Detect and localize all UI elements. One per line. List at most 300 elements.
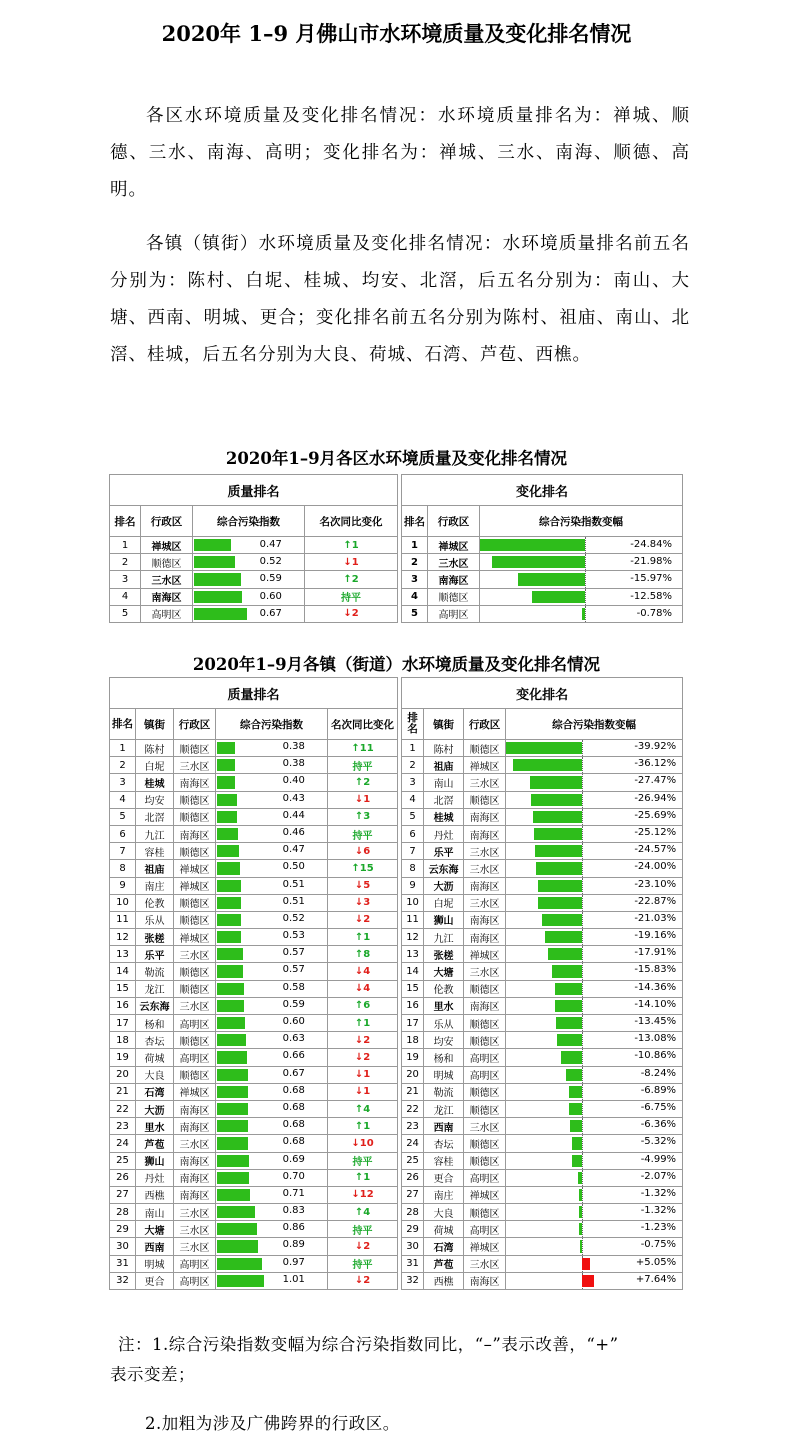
table2-change-value: -22.87% <box>634 895 677 907</box>
table2-rank: 14 <box>110 963 136 980</box>
table2-index-bar-fill <box>217 1223 257 1235</box>
table2-row <box>110 1032 683 1049</box>
table2-change-town: 大良 <box>424 1204 464 1221</box>
table2-change-town: 明城 <box>424 1066 464 1083</box>
table2-district: 高明区 <box>174 1272 216 1289</box>
table2-change-bar-axis <box>582 1049 583 1065</box>
table2-change-bar <box>506 1238 683 1255</box>
table2-index-value: 0.70 <box>282 1170 305 1182</box>
table2-change-town: 荷城 <box>424 1221 464 1238</box>
table2-change-rank: 24 <box>402 1135 424 1152</box>
table2-change-bar-fill <box>538 897 581 909</box>
table2-rank: 1 <box>110 740 136 757</box>
table1-change-value: -15.97% <box>630 573 673 585</box>
table2-change-bar-fill <box>578 1172 582 1184</box>
table2-change-bar-axis <box>582 912 583 928</box>
table2-district: 禅城区 <box>174 877 216 894</box>
table1-header-change-pct: 综合污染指数变幅 <box>480 506 683 537</box>
table2-row <box>110 843 683 860</box>
table2-index-bar-fill <box>217 914 241 926</box>
table2-index-value: 0.63 <box>282 1033 305 1045</box>
table2-change-bar <box>506 1049 683 1066</box>
table2-town: 九江 <box>136 825 174 842</box>
table2-index-bar-fill <box>217 776 235 788</box>
table2-change-bar-fill <box>569 1103 582 1115</box>
table1-district: 三水区 <box>141 571 193 588</box>
table2-index-bar-fill <box>217 794 237 806</box>
table2-rank: 3 <box>110 774 136 791</box>
table2-index-bar <box>216 1118 328 1135</box>
table2-district: 南海区 <box>174 1169 216 1186</box>
table2-rank: 8 <box>110 860 136 877</box>
table1-index-bar <box>193 571 305 588</box>
table1-change-rank: 3 <box>402 571 428 588</box>
table1-row <box>110 571 683 588</box>
table2-index-bar <box>216 1272 328 1289</box>
table2-index-value: 0.69 <box>282 1153 305 1165</box>
table2-change-district: 三水区 <box>464 843 506 860</box>
table2-change-town: 丹灶 <box>424 825 464 842</box>
table2-index-bar-fill <box>217 965 243 977</box>
table2-town: 白坭 <box>136 757 174 774</box>
table2-change-bar-fill <box>536 862 582 874</box>
table1-index-value: 0.60 <box>259 590 282 602</box>
table2-index-value: 0.68 <box>282 1101 305 1113</box>
note-1-line-1: 注：1.综合污染指数变幅为综合污染指数同比，“–”表示改善，“+” <box>118 1335 619 1354</box>
table2-change-town: 龙江 <box>424 1100 464 1117</box>
table1-index-value: 0.52 <box>259 556 282 568</box>
table1-district: 顺德区 <box>141 554 193 571</box>
table1-change-rank: 2 <box>402 554 428 571</box>
table2-town: 大良 <box>136 1066 174 1083</box>
table2-rank-change: ↑1 <box>328 1118 398 1135</box>
table2-district: 顺德区 <box>174 843 216 860</box>
table2-rank-change: ↑15 <box>328 860 398 877</box>
table2-change-bar-axis <box>582 774 583 790</box>
table1-change-bar-axis <box>585 606 586 622</box>
table1-change-bar <box>480 605 683 622</box>
table2-index-bar <box>216 1221 328 1238</box>
table2-index-bar-fill <box>217 1258 262 1270</box>
table2-change-rank: 7 <box>402 843 424 860</box>
table2-change-value: -23.10% <box>634 878 677 890</box>
table2-change-bar <box>506 1118 683 1135</box>
table1-change-bar <box>480 571 683 588</box>
table2-index-value: 0.60 <box>282 1016 305 1027</box>
table2-change-district: 顺德区 <box>464 1083 506 1100</box>
table2-index-bar-fill <box>217 828 238 840</box>
table2-rank: 11 <box>110 911 136 928</box>
table2-index-bar-fill <box>217 1051 247 1063</box>
table2-rank: 31 <box>110 1255 136 1272</box>
table2-rank-change: 持平 <box>328 757 398 774</box>
table2-change-bar <box>506 980 683 997</box>
table2-index-bar <box>216 911 328 928</box>
table2-change-district: 三水区 <box>464 1118 506 1135</box>
table2-change-rank: 18 <box>402 1032 424 1049</box>
table2-index-value: 0.51 <box>282 878 305 890</box>
table1-change-value: -24.84% <box>630 539 673 550</box>
table2-index-value: 0.46 <box>282 826 305 838</box>
table1-change-value: -0.78% <box>636 607 673 619</box>
table2-change-bar-axis <box>582 963 583 979</box>
table2-rank-change: 持平 <box>328 825 398 842</box>
table2-town: 南山 <box>136 1204 174 1221</box>
table2-town: 更合 <box>136 1272 174 1289</box>
table2-row <box>110 774 683 791</box>
table2-change-rank: 5 <box>402 808 424 825</box>
table2-index-bar-fill <box>217 759 235 771</box>
table2-change-value: -21.03% <box>634 912 677 924</box>
table2-change-district: 南海区 <box>464 929 506 946</box>
document-title: 2020年 1–9 月佛山市水环境质量及变化排名情况 <box>161 21 632 46</box>
table2-change-town: 狮山 <box>424 911 464 928</box>
table2-header-town: 镇街 <box>136 709 174 740</box>
table2-change-bar <box>506 1015 683 1032</box>
table1-rank: 1 <box>110 537 141 554</box>
table2-change-district: 禅城区 <box>464 1186 506 1203</box>
table2-change-value: -6.89% <box>640 1084 677 1096</box>
table2-rank-change: ↓6 <box>328 843 398 860</box>
table2-index-value: 0.40 <box>282 775 305 787</box>
table1-change-bar-axis <box>585 589 586 605</box>
table2-change-bar <box>506 929 683 946</box>
table2-index-bar <box>216 980 328 997</box>
table2-change-bar-axis <box>582 860 583 876</box>
table1-change-rank: 4 <box>402 588 428 605</box>
table2-change-value: -5.32% <box>640 1136 677 1148</box>
table2-change-town: 西樵 <box>424 1272 464 1289</box>
table1-index-bar-fill <box>194 591 242 603</box>
table2-index-value: 1.01 <box>282 1273 305 1285</box>
table2-change-rank: 14 <box>402 963 424 980</box>
table2-district: 三水区 <box>174 1238 216 1255</box>
table2-rank-change: ↓4 <box>328 980 398 997</box>
table2-change-bar-axis <box>582 792 583 808</box>
table2-change-rank: 8 <box>402 860 424 877</box>
table2-index-value: 0.66 <box>282 1050 305 1062</box>
table2-header-change-rank: 排名 <box>402 709 424 740</box>
table2-row <box>110 980 683 997</box>
table2-index-bar-fill <box>217 862 240 874</box>
table1-change-district: 三水区 <box>428 554 480 571</box>
table2-change-town: 杨和 <box>424 1049 464 1066</box>
table2-change-bar <box>506 1152 683 1169</box>
table2-rank: 17 <box>110 1015 136 1032</box>
table2-change-bar <box>506 997 683 1014</box>
table2-change-bar-axis <box>582 1238 583 1254</box>
table2-index-bar <box>216 825 328 842</box>
table2-change-bar-fill <box>557 1034 582 1046</box>
table2-change-district: 三水区 <box>464 963 506 980</box>
table2-change-rank: 9 <box>402 877 424 894</box>
table1-district: 禅城区 <box>141 537 193 554</box>
table2-change-rank: 17 <box>402 1015 424 1032</box>
table1-change-value: -12.58% <box>630 590 673 602</box>
table1-header-rank-change: 名次同比变化 <box>305 506 398 537</box>
table2-index-value: 0.52 <box>282 912 305 924</box>
table2-change-bar <box>506 757 683 774</box>
table2-index-value: 0.86 <box>282 1222 305 1234</box>
table2-district: 南海区 <box>174 774 216 791</box>
paragraph-district-summary: 各区水环境质量及变化排名情况：水环境质量排名为：禅城、顺德、三水、南海、高明；变化排名为：禅城、三水、南海、顺德、高明。 <box>110 106 690 200</box>
table2-change-bar <box>506 1066 683 1083</box>
table2-rank-change: ↑1 <box>328 929 398 946</box>
table2-index-bar-fill <box>217 1069 248 1081</box>
table2-index-bar-fill <box>217 1120 248 1132</box>
table2-district: 顺德区 <box>174 1032 216 1049</box>
table2-change-district: 顺德区 <box>464 740 506 757</box>
table2-change-value: -1.32% <box>640 1205 677 1217</box>
table2-rank: 9 <box>110 877 136 894</box>
table2-district: 顺德区 <box>174 1066 216 1083</box>
table1-change-bar <box>480 588 683 605</box>
table2-change-bar <box>506 740 683 757</box>
table2-change-bar-fill <box>555 1000 582 1012</box>
table1-header-change-district: 行政区 <box>428 506 480 537</box>
table1-change-bar-fill <box>518 573 586 585</box>
table2-rank-change: ↓10 <box>328 1135 398 1152</box>
table2-index-value: 0.71 <box>282 1187 305 1199</box>
table2-town: 大沥 <box>136 1100 174 1117</box>
table2-town: 龙江 <box>136 980 174 997</box>
table2-index-value: 0.67 <box>282 1067 305 1079</box>
table2-change-bar-fill <box>545 931 581 943</box>
table2-rank-change: ↓2 <box>328 911 398 928</box>
table2-change-value: -27.47% <box>634 775 677 787</box>
note-1 <box>110 1330 698 1390</box>
table2-change-rank: 3 <box>402 774 424 791</box>
table2-town: 杨和 <box>136 1015 174 1032</box>
table2-change-rank: 30 <box>402 1238 424 1255</box>
table2-rank: 12 <box>110 929 136 946</box>
table2-change-rank: 22 <box>402 1100 424 1117</box>
table2-header-rank-change: 名次同比变化 <box>328 709 398 740</box>
table2-change-rank: 23 <box>402 1118 424 1135</box>
table1-change-district: 顺德区 <box>428 588 480 605</box>
table2-change-rank: 11 <box>402 911 424 928</box>
table2-row <box>110 929 683 946</box>
table2-change-town: 容桂 <box>424 1152 464 1169</box>
table1-rank-change: 持平 <box>305 588 398 605</box>
table1-index-value: 0.67 <box>259 607 282 619</box>
table2-change-value: -4.99% <box>640 1153 677 1165</box>
table2-index-bar <box>216 1186 328 1203</box>
table2-change-rank: 29 <box>402 1221 424 1238</box>
table2-index-bar <box>216 1152 328 1169</box>
table2-index-bar <box>216 1049 328 1066</box>
table1-index-bar-fill <box>194 556 235 568</box>
table2-row <box>110 825 683 842</box>
table1-quality-group-header: 质量排名 <box>110 475 398 506</box>
table2-index-value: 0.38 <box>282 741 305 752</box>
table2-rank: 7 <box>110 843 136 860</box>
table2-change-bar-axis <box>582 946 583 962</box>
table2-change-town: 里水 <box>424 997 464 1014</box>
table2-change-bar-axis <box>582 998 583 1014</box>
table2-change-rank: 19 <box>402 1049 424 1066</box>
table1-district: 高明区 <box>141 605 193 622</box>
table2-index-bar-fill <box>217 1172 249 1184</box>
table2-change-bar-axis <box>582 1101 583 1117</box>
table2-change-bar-axis <box>582 757 583 773</box>
table2-change-bar-fill <box>552 965 582 977</box>
table2-change-group-header: 变化排名 <box>402 678 683 709</box>
table2-town: 陈村 <box>136 740 174 757</box>
table2-index-bar-fill <box>217 897 241 909</box>
table2-change-bar-axis <box>582 1015 583 1031</box>
table1-index-bar <box>193 605 305 622</box>
table1-rank: 4 <box>110 588 141 605</box>
table2-index-bar-fill <box>217 880 241 892</box>
table2-change-bar-fill <box>570 1120 582 1132</box>
table1-change-bar-fill <box>582 608 585 620</box>
table2-change-bar-fill <box>572 1137 582 1149</box>
table2-change-town: 南庄 <box>424 1186 464 1203</box>
table2-change-bar-fill <box>538 880 582 892</box>
table1-index-bar <box>193 554 305 571</box>
table2-change-bar <box>506 1100 683 1117</box>
table2-rank-change: ↑4 <box>328 1100 398 1117</box>
table2-change-bar-fill <box>580 1240 581 1252</box>
table2-rank: 30 <box>110 1238 136 1255</box>
table2-change-bar-axis <box>582 1221 583 1237</box>
table2-change-district: 顺德区 <box>464 1100 506 1117</box>
table2-index-bar-fill <box>217 1017 245 1029</box>
table2-change-bar-axis <box>582 1032 583 1048</box>
table2-change-district: 顺德区 <box>464 1032 506 1049</box>
table2-change-value: -14.10% <box>634 998 677 1010</box>
table1-change-district: 南海区 <box>428 571 480 588</box>
table2-rank: 19 <box>110 1049 136 1066</box>
table2-index-bar <box>216 1238 328 1255</box>
table2-index-bar-fill <box>217 811 237 823</box>
table1-rank: 5 <box>110 605 141 622</box>
table2-change-bar-fill <box>531 794 582 806</box>
table2-row <box>110 808 683 825</box>
table2-change-district: 顺德区 <box>464 1015 506 1032</box>
table2-index-bar-fill <box>217 983 244 995</box>
table2-change-rank: 27 <box>402 1186 424 1203</box>
table2-change-value: -26.94% <box>634 792 677 804</box>
table1-rank: 3 <box>110 571 141 588</box>
table2-change-bar <box>506 860 683 877</box>
table2-town: 勒流 <box>136 963 174 980</box>
table2-index-bar <box>216 946 328 963</box>
table2-change-district: 顺德区 <box>464 1152 506 1169</box>
table2-rank-change: ↑1 <box>328 1169 398 1186</box>
table1-rank-change: ↓2 <box>305 605 398 622</box>
table2-change-bar <box>506 1221 683 1238</box>
table2-change-bar <box>506 1169 683 1186</box>
table2-change-value: -10.86% <box>634 1050 677 1062</box>
table2-row <box>110 1118 683 1135</box>
table2-rank: 26 <box>110 1169 136 1186</box>
table2-change-bar-fill <box>579 1189 582 1201</box>
table1-rank-change: ↓1 <box>305 554 398 571</box>
table2-index-bar <box>216 757 328 774</box>
table2-town: 明城 <box>136 1255 174 1272</box>
table2-change-town: 芦苞 <box>424 1255 464 1272</box>
table2-index-bar <box>216 929 328 946</box>
table2-index-bar <box>216 860 328 877</box>
table2-district: 顺德区 <box>174 740 216 757</box>
table1-change-rank: 1 <box>402 537 428 554</box>
table2-change-town: 南山 <box>424 774 464 791</box>
table2-change-town: 乐从 <box>424 1015 464 1032</box>
table2-change-town: 北滘 <box>424 791 464 808</box>
table2-town: 张槎 <box>136 929 174 946</box>
table2-district: 南海区 <box>174 1100 216 1117</box>
table2-index-bar-fill <box>217 1240 258 1252</box>
table2-district: 顺德区 <box>174 980 216 997</box>
table2-town: 伦教 <box>136 894 174 911</box>
table2-index-bar <box>216 1204 328 1221</box>
table2-district: 南海区 <box>174 1186 216 1203</box>
table2-row <box>110 1221 683 1238</box>
table2-row <box>110 894 683 911</box>
table1-change-bar-fill <box>492 556 585 568</box>
table2-index-value: 0.53 <box>282 930 305 942</box>
table2-change-town: 大沥 <box>424 877 464 894</box>
table2-row <box>110 1186 683 1203</box>
table2-rank-change: ↑6 <box>328 997 398 1014</box>
table2-header-change-district: 行政区 <box>464 709 506 740</box>
note-2: 2.加粗为涉及广佛跨界的行政区。 <box>145 1414 400 1433</box>
table2-rank-change: ↑4 <box>328 1204 398 1221</box>
table2-rank-change: ↓2 <box>328 1032 398 1049</box>
table2-change-bar-fill <box>569 1086 582 1098</box>
table2-change-town: 祖庙 <box>424 757 464 774</box>
table2-change-bar-axis <box>582 878 583 894</box>
table1-change-rank: 5 <box>402 605 428 622</box>
table2-index-bar-fill <box>217 931 241 943</box>
table1-change-district: 禅城区 <box>428 537 480 554</box>
table2-rank-change: ↓1 <box>328 791 398 808</box>
table2-change-value: -19.16% <box>634 930 677 942</box>
table2-district: 三水区 <box>174 1135 216 1152</box>
table2-index-bar-fill <box>217 1137 248 1149</box>
table2-index-value: 0.47 <box>282 844 305 856</box>
table2-rank: 10 <box>110 894 136 911</box>
table2-change-bar-fill <box>561 1051 582 1063</box>
table2-rank: 28 <box>110 1204 136 1221</box>
table2-change-town: 均安 <box>424 1032 464 1049</box>
table1-index-bar-fill <box>194 608 247 620</box>
table2-change-bar-axis <box>582 895 583 911</box>
table2-change-rank: 10 <box>402 894 424 911</box>
table2-header-change-pct: 综合污染指数变幅 <box>506 709 683 740</box>
table2-header-district: 行政区 <box>174 709 216 740</box>
table2-index-value: 0.44 <box>282 809 305 821</box>
table2-caption: 2020年1–9月各镇（街道）水环境质量及变化排名情况 <box>192 655 601 674</box>
table2-town: 云东海 <box>136 997 174 1014</box>
table2-index-value: 0.97 <box>282 1256 305 1268</box>
table2-rank-change: ↓1 <box>328 1066 398 1083</box>
table2-change-district: 南海区 <box>464 997 506 1014</box>
table2-change-bar-axis <box>582 740 583 756</box>
table2-change-district: 禅城区 <box>464 757 506 774</box>
table2-change-town: 张槎 <box>424 946 464 963</box>
table2-district: 顺德区 <box>174 911 216 928</box>
table2-rank-change: ↓2 <box>328 1049 398 1066</box>
table2-change-rank: 20 <box>402 1066 424 1083</box>
table2-change-value: -2.07% <box>640 1170 677 1182</box>
table2-change-district: 高明区 <box>464 1049 506 1066</box>
table1-change-bar <box>480 537 683 554</box>
table2-index-bar-fill <box>217 1000 244 1012</box>
table2-index-bar-fill <box>217 1103 248 1115</box>
